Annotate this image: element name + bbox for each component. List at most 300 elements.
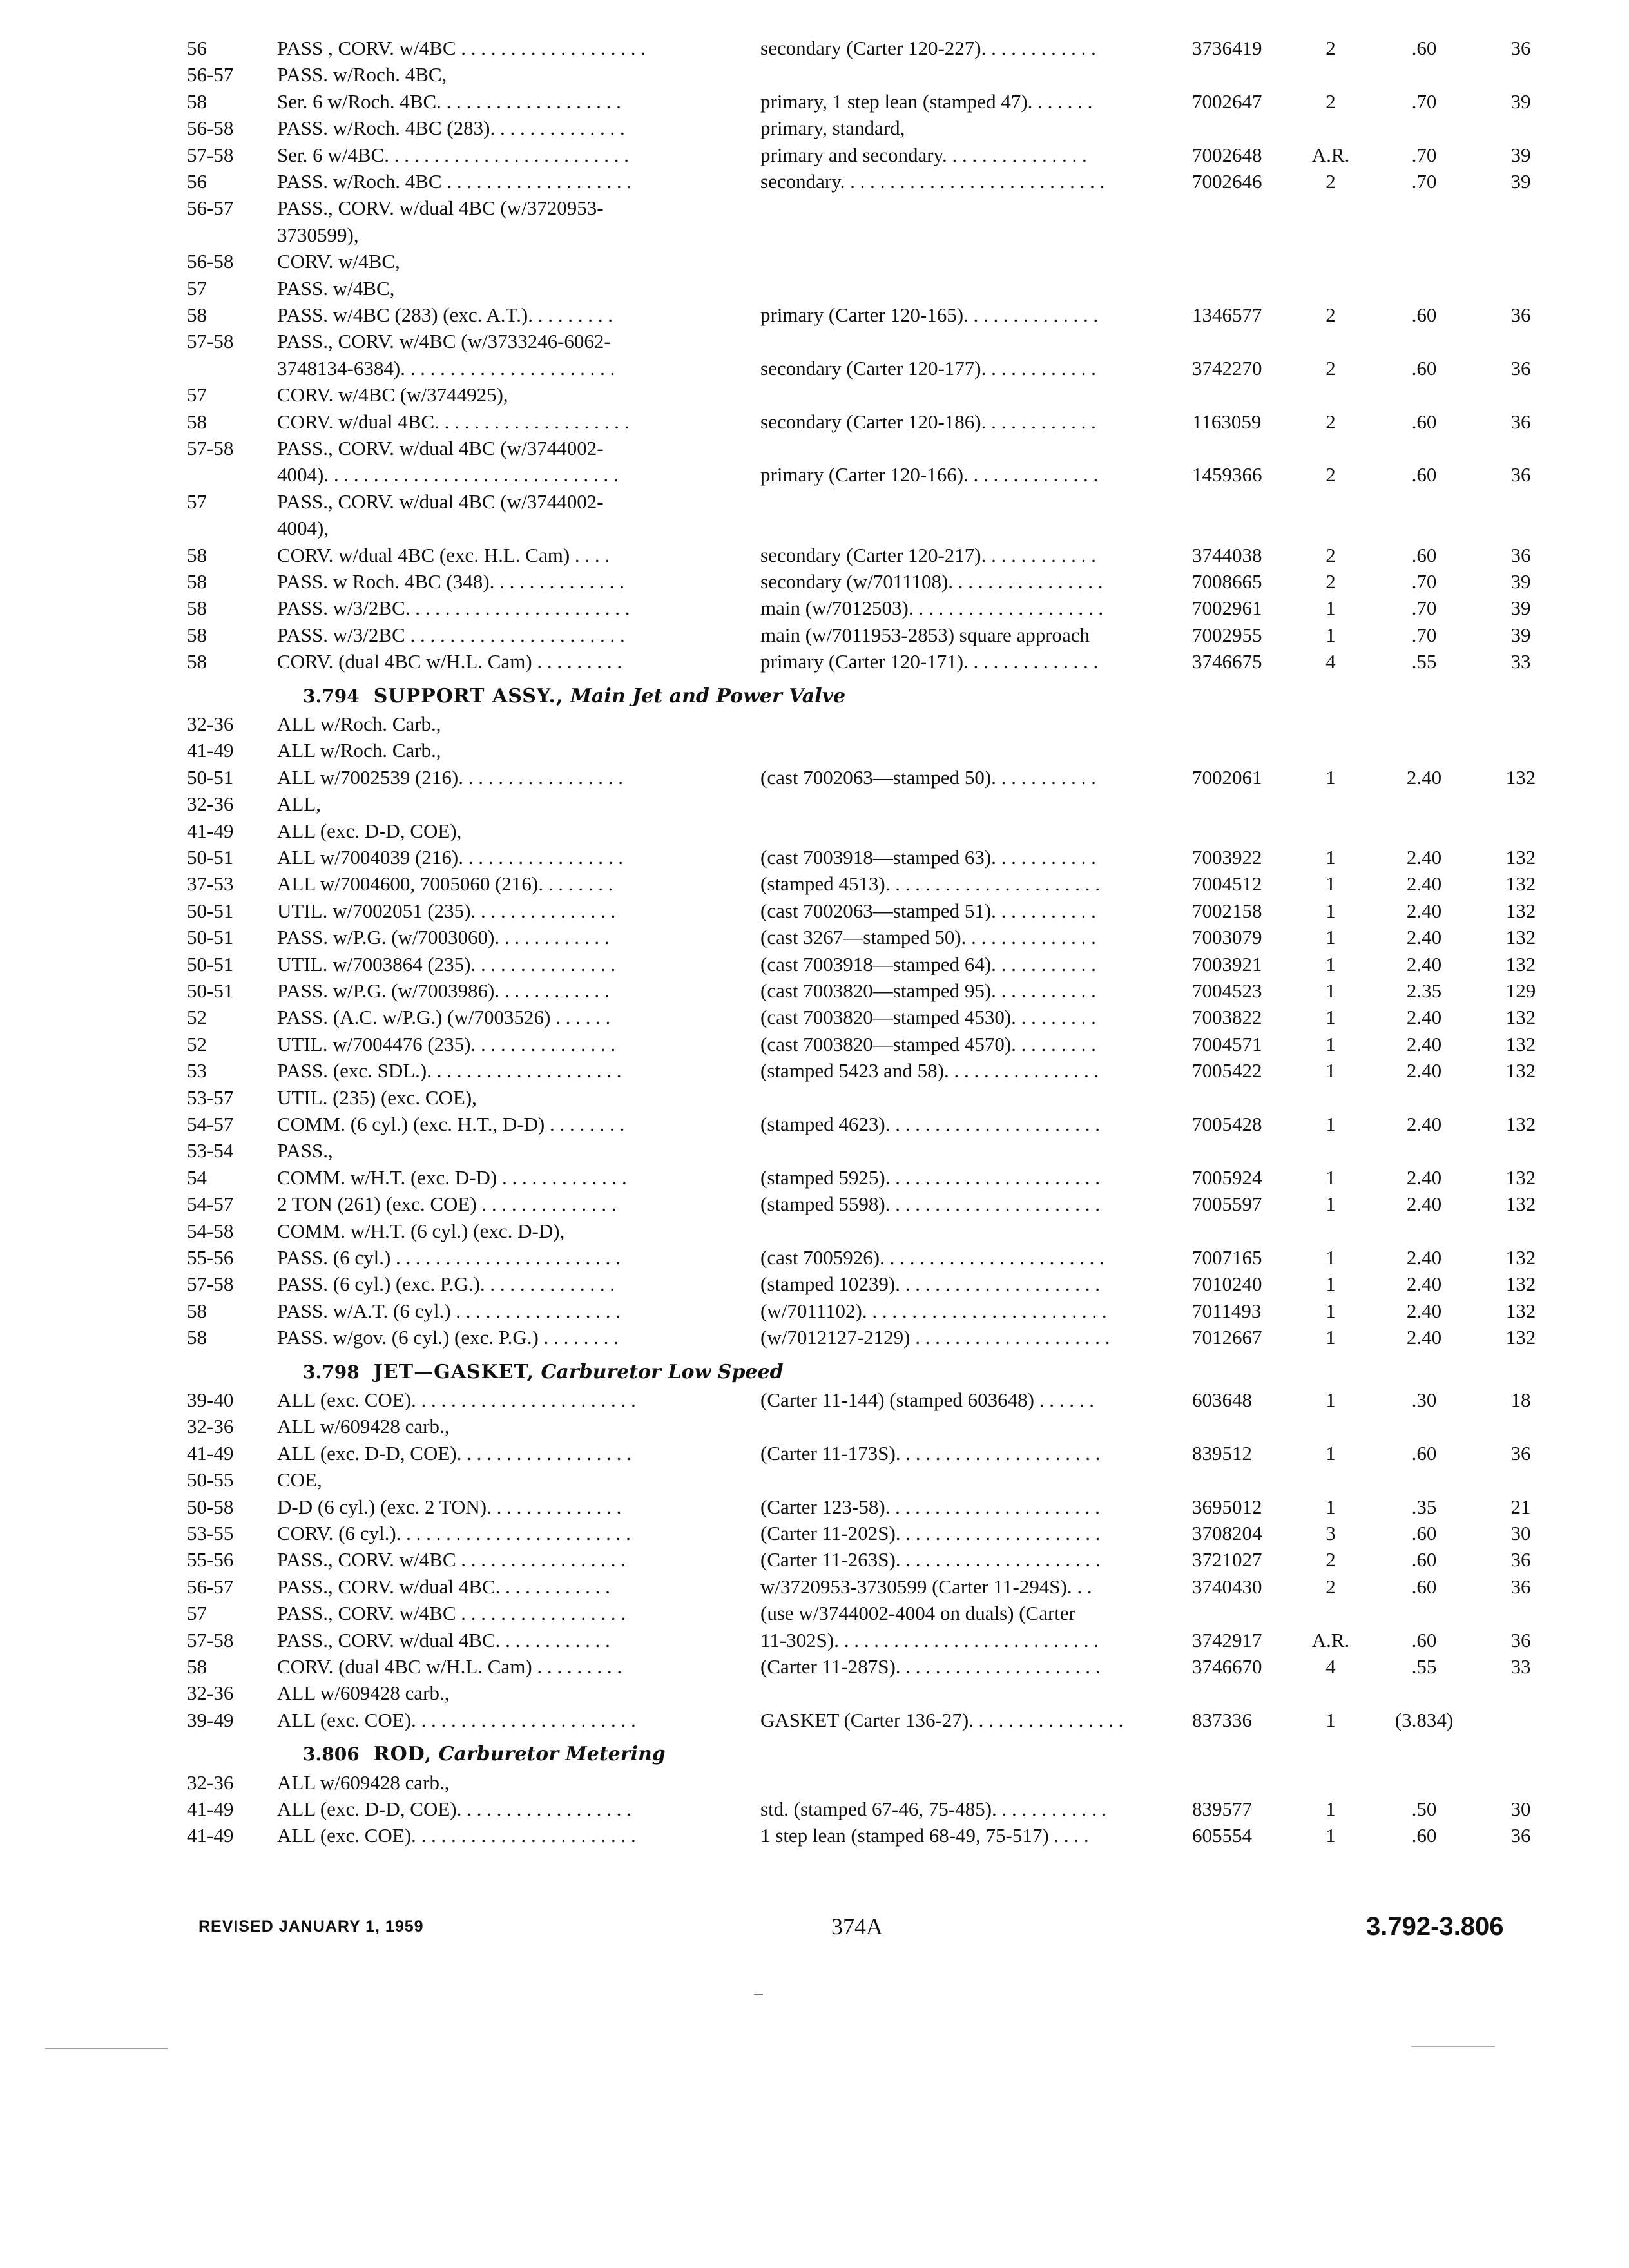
application: Ser. 6 w/4BC. . . . . . . . . . . . . . . . . . . . . . . . . — [277, 144, 629, 166]
quantity: 1 — [1325, 1300, 1336, 1322]
model-year: 41-49 — [187, 820, 234, 842]
model-year: 57 — [187, 1602, 207, 1624]
model-year: 58 — [187, 1300, 207, 1322]
table-row — [0, 142, 1629, 169]
model-year: 58 — [187, 90, 207, 113]
table-row — [0, 648, 1629, 675]
part-number: 3744038 — [1192, 544, 1262, 566]
description: secondary (Carter 120-177). . . . . . . . . . . . — [760, 357, 1096, 380]
application: PASS., CORV. w/dual 4BC. . . . . . . . . . . . — [277, 1575, 610, 1598]
page-ref: 132 — [1505, 1059, 1536, 1082]
model-year: 41-49 — [187, 739, 234, 762]
section-header — [303, 1741, 666, 1768]
application: CORV. (dual 4BC w/H.L. Cam) . . . . . . . . . — [277, 1655, 622, 1678]
price: 2.40 — [1406, 846, 1442, 869]
quantity: 1 — [1325, 766, 1336, 789]
part-number: 7010240 — [1192, 1273, 1262, 1295]
table-row — [0, 1191, 1629, 1218]
part-number: 3736419 — [1192, 37, 1262, 59]
quantity: 1 — [1325, 1389, 1336, 1411]
table-row — [0, 1573, 1629, 1600]
application: Ser. 6 w/Roch. 4BC. . . . . . . . . . . . . . . . . . . — [277, 90, 621, 113]
description: w/3720953-3730599 (Carter 11-294S). . . — [760, 1575, 1092, 1598]
application: ALL w/7004600, 7005060 (216). . . . . . . . — [277, 872, 613, 895]
table-row — [0, 1707, 1629, 1734]
price: .70 — [1411, 597, 1437, 619]
table-row — [0, 275, 1629, 302]
table-row — [0, 248, 1629, 275]
part-number: 7003822 — [1192, 1006, 1262, 1028]
price: 2.40 — [1406, 1300, 1442, 1322]
page-ref: 33 — [1510, 1655, 1531, 1678]
application: PASS., CORV. w/dual 4BC (w/3744002- — [277, 437, 604, 459]
table-row — [0, 818, 1629, 845]
page-ref: 36 — [1510, 1629, 1531, 1651]
model-year: 32-36 — [187, 1771, 234, 1794]
section-header — [303, 1359, 784, 1386]
application: 3748134-6384). . . . . . . . . . . . . . . . . . . . . . — [277, 357, 615, 380]
table-row — [0, 355, 1629, 382]
application: PASS., CORV. w/4BC . . . . . . . . . . . . . . . . . — [277, 1548, 626, 1571]
table-row — [0, 1680, 1629, 1707]
table-row — [0, 737, 1629, 764]
part-number: 3721027 — [1192, 1548, 1262, 1571]
page-ref: 132 — [1505, 1113, 1536, 1135]
model-year: 57 — [187, 490, 207, 513]
section-subtitle: Carburetor Metering — [438, 1743, 666, 1765]
price: 2.40 — [1406, 1059, 1442, 1082]
part-number: 3742917 — [1192, 1629, 1262, 1651]
model-year: 53 — [187, 1059, 207, 1082]
application: UTIL. (235) (exc. COE), — [277, 1086, 477, 1109]
price: .60 — [1411, 37, 1437, 59]
quantity: 1 — [1325, 953, 1336, 975]
table-row — [0, 488, 1629, 515]
description: (cast 3267—stamped 50). . . . . . . . . . . . . . — [760, 926, 1096, 948]
table-row — [0, 1387, 1629, 1414]
quantity: 2 — [1325, 463, 1336, 486]
table-row — [0, 1057, 1629, 1084]
section-name: SUPPORT ASSY., — [373, 685, 564, 707]
page-ref: 39 — [1510, 144, 1531, 166]
part-number: 7002158 — [1192, 899, 1262, 922]
description: 11-302S). . . . . . . . . . . . . . . . . . . . . . . . . . . — [760, 1629, 1099, 1651]
model-year: 41-49 — [187, 1442, 234, 1465]
model-year: 58 — [187, 624, 207, 646]
application: PASS. (A.C. w/P.G.) (w/7003526) . . . . . . — [277, 1006, 611, 1028]
model-year: 50-55 — [187, 1468, 234, 1491]
page-ref: 39 — [1510, 597, 1531, 619]
quantity: 1 — [1325, 1193, 1336, 1215]
price: .70 — [1411, 170, 1437, 193]
application: PASS. w/A.T. (6 cyl.) . . . . . . . . . . . . . . . . . — [277, 1300, 621, 1322]
page-number: 374A — [831, 1914, 883, 1939]
part-number: 7002648 — [1192, 144, 1262, 166]
model-year: 58 — [187, 597, 207, 619]
page-ref: 18 — [1510, 1389, 1531, 1411]
page-ref: 132 — [1505, 1326, 1536, 1349]
table-row — [0, 542, 1629, 569]
table-row — [0, 870, 1629, 898]
quantity: 1 — [1325, 1006, 1336, 1028]
table-row — [0, 1413, 1629, 1440]
table-row — [0, 1769, 1629, 1796]
model-year: 50-51 — [187, 846, 234, 869]
page-ref: 36 — [1510, 37, 1531, 59]
quantity: 2 — [1325, 544, 1336, 566]
quantity: 4 — [1325, 1655, 1336, 1678]
quantity: 2 — [1325, 170, 1336, 193]
quantity: 2 — [1325, 570, 1336, 593]
section-range: 3.792-3.806 — [1366, 1912, 1504, 1941]
table-row — [0, 461, 1629, 488]
table-row — [0, 1822, 1629, 1849]
description: (cast 7005926). . . . . . . . . . . . . . . . . . . . . . . — [760, 1246, 1104, 1269]
table-row — [0, 1520, 1629, 1547]
page-ref: 36 — [1510, 410, 1531, 433]
table-row — [0, 1440, 1629, 1467]
model-year: 58 — [187, 570, 207, 593]
quantity: 1 — [1325, 979, 1336, 1002]
quantity: 2 — [1325, 1575, 1336, 1598]
page-ref: 132 — [1505, 953, 1536, 975]
application: CORV. (dual 4BC w/H.L. Cam) . . . . . . . . . — [277, 650, 622, 673]
model-year: 53-54 — [187, 1139, 234, 1162]
description: (stamped 5423 and 58). . . . . . . . . . . . . . . . — [760, 1059, 1099, 1082]
application: 2 TON (261) (exc. COE) . . . . . . . . . . . . . . — [277, 1193, 617, 1215]
page-ref: 36 — [1510, 1442, 1531, 1465]
table-row — [0, 1546, 1629, 1573]
description: primary (Carter 120-166). . . . . . . . . . . . . . — [760, 463, 1099, 486]
application: D-D (6 cyl.) (exc. 2 TON). . . . . . . . . . . . . . — [277, 1495, 622, 1518]
model-year: 54-58 — [187, 1220, 234, 1242]
application: COMM. (6 cyl.) (exc. H.T., D-D) . . . . . . . . — [277, 1113, 625, 1135]
table-row — [0, 764, 1629, 791]
description: (cast 7003918—stamped 64). . . . . . . . . . . — [760, 953, 1096, 975]
price: .60 — [1411, 1575, 1437, 1598]
price: 2.35 — [1406, 979, 1442, 1002]
price: 2.40 — [1406, 1326, 1442, 1349]
table-row — [0, 977, 1629, 1004]
table-row — [0, 1324, 1629, 1351]
description: main (w/7011953-2853) square approach — [760, 624, 1090, 646]
page-ref: 132 — [1505, 1033, 1536, 1055]
model-year: 54 — [187, 1166, 207, 1189]
quantity: 1 — [1325, 1113, 1336, 1135]
model-year: 39-49 — [187, 1709, 234, 1731]
description: (cast 7003918—stamped 63). . . . . . . . . . . — [760, 846, 1096, 869]
description: secondary (Carter 120-227). . . . . . . . . . . . — [760, 37, 1096, 59]
application: 4004), — [277, 517, 329, 539]
price: .70 — [1411, 570, 1437, 593]
quantity: 1 — [1325, 899, 1336, 922]
description: secondary (w/7011108). . . . . . . . . . . . . . . . — [760, 570, 1103, 593]
table-row — [0, 88, 1629, 115]
model-year: 41-49 — [187, 1824, 234, 1847]
section-subtitle: Main Jet and Power Valve — [570, 685, 846, 707]
description: (use w/3744002-4004 on duals) (Carter — [760, 1602, 1076, 1624]
model-year: 58 — [187, 1326, 207, 1349]
page-ref: 132 — [1505, 1300, 1536, 1322]
table-row — [0, 711, 1629, 738]
quantity: 1 — [1325, 1326, 1336, 1349]
page-ref: 36 — [1510, 1548, 1531, 1571]
description: (Carter 11-144) (stamped 603648) . . . . . . — [760, 1389, 1094, 1411]
description: main (w/7012503). . . . . . . . . . . . . . . . . . . . — [760, 597, 1104, 619]
section-number: 3.798 — [303, 1361, 360, 1383]
model-year: 53-55 — [187, 1522, 234, 1544]
price: .60 — [1411, 1629, 1437, 1651]
price: .50 — [1411, 1798, 1437, 1820]
table-row — [0, 115, 1629, 142]
model-year: 52 — [187, 1033, 207, 1055]
description: (cast 7003820—stamped 95). . . . . . . . . . . — [760, 979, 1096, 1002]
table-row — [0, 622, 1629, 649]
page-ref: 132 — [1505, 846, 1536, 869]
model-year: 53-57 — [187, 1086, 234, 1109]
page-ref: 132 — [1505, 1006, 1536, 1028]
model-year: 37-53 — [187, 872, 234, 895]
table-row — [0, 1298, 1629, 1325]
quantity: 2 — [1325, 1548, 1336, 1571]
table-row — [0, 568, 1629, 595]
application: 3730599), — [277, 224, 359, 246]
quantity: 4 — [1325, 650, 1336, 673]
part-number: 7002061 — [1192, 766, 1262, 789]
application: CORV. w/dual 4BC (exc. H.L. Cam) . . . . — [277, 544, 610, 566]
section-header — [303, 683, 845, 710]
application: ALL w/Roch. Carb., — [277, 713, 441, 735]
part-number: 7007165 — [1192, 1246, 1262, 1269]
application: PASS. (6 cyl.) . . . . . . . . . . . . . . . . . . . . . . . — [277, 1246, 621, 1269]
description: primary, 1 step lean (stamped 47). . . . . . . — [760, 90, 1093, 113]
description: std. (stamped 67-46, 75-485). . . . . . . . . . . . — [760, 1798, 1107, 1820]
quantity: 1 — [1325, 1246, 1336, 1269]
price: .35 — [1411, 1495, 1437, 1518]
model-year: 50-51 — [187, 766, 234, 789]
part-number: 3695012 — [1192, 1495, 1262, 1518]
application: ALL w/609428 carb., — [277, 1771, 450, 1794]
table-row — [0, 791, 1629, 818]
description: (w/7011102). . . . . . . . . . . . . . . . . . . . . . . . . — [760, 1300, 1107, 1322]
application: ALL (exc. D-D, COE). . . . . . . . . . . . . . . . . . — [277, 1798, 631, 1820]
part-number: 839512 — [1192, 1442, 1252, 1465]
part-number: 3708204 — [1192, 1522, 1262, 1544]
quantity: 1 — [1325, 1033, 1336, 1055]
table-row — [0, 328, 1629, 355]
model-year: 39-40 — [187, 1389, 234, 1411]
application: PASS., CORV. w/dual 4BC. . . . . . . . . . . . — [277, 1629, 610, 1651]
application: PASS. (6 cyl.) (exc. P.G.). . . . . . . . . . . . . . — [277, 1273, 615, 1295]
quantity: 2 — [1325, 90, 1336, 113]
page-ref: 39 — [1510, 624, 1531, 646]
description: primary and secondary. . . . . . . . . . . . . . . — [760, 144, 1087, 166]
quantity: 1 — [1325, 1442, 1336, 1465]
part-number: 1459366 — [1192, 463, 1262, 486]
table-row — [0, 408, 1629, 436]
table-row — [0, 1627, 1629, 1654]
application: PASS. w/4BC (283) (exc. A.T.). . . . . . . . . — [277, 303, 613, 326]
page-ref: 33 — [1510, 650, 1531, 673]
table-row — [0, 381, 1629, 408]
table-row — [0, 1600, 1629, 1627]
model-year: 57 — [187, 383, 207, 406]
application: COMM. w/H.T. (exc. D-D) . . . . . . . . . . . . . — [277, 1166, 627, 1189]
price: 2.40 — [1406, 1193, 1442, 1215]
price: 2.40 — [1406, 1166, 1442, 1189]
page-ref: 36 — [1510, 1575, 1531, 1598]
page-ref: 39 — [1510, 90, 1531, 113]
page-ref: 132 — [1505, 1273, 1536, 1295]
price: .60 — [1411, 1522, 1437, 1544]
application: PASS., CORV. w/4BC . . . . . . . . . . . . . . . . . — [277, 1602, 626, 1624]
table-row — [0, 168, 1629, 195]
part-number: 7012667 — [1192, 1326, 1262, 1349]
model-year: 52 — [187, 1006, 207, 1028]
page-ref: 132 — [1505, 1246, 1536, 1269]
price: 2.40 — [1406, 872, 1442, 895]
table-row — [0, 1164, 1629, 1191]
model-year: 57-58 — [187, 330, 234, 352]
part-number: 7003079 — [1192, 926, 1262, 948]
page-ref: 132 — [1505, 899, 1536, 922]
quantity: 2 — [1325, 303, 1336, 326]
description: (stamped 4623). . . . . . . . . . . . . . . . . . . . . . — [760, 1113, 1100, 1135]
table-row — [0, 951, 1629, 978]
application: 4004). . . . . . . . . . . . . . . . . . . . . . . . . . . . . . — [277, 463, 619, 486]
application: CORV. w/4BC, — [277, 250, 400, 273]
description: (stamped 5925). . . . . . . . . . . . . . . . . . . . . . — [760, 1166, 1100, 1189]
application: PASS., — [277, 1139, 333, 1162]
price: .60 — [1411, 463, 1437, 486]
table-row — [0, 924, 1629, 951]
quantity: 1 — [1325, 1059, 1336, 1082]
model-year: 56-57 — [187, 1575, 234, 1598]
price: .60 — [1411, 357, 1437, 380]
application: PASS. (exc. SDL.). . . . . . . . . . . . . . . . . . . . — [277, 1059, 622, 1082]
part-number: 7011493 — [1192, 1300, 1262, 1322]
part-number: 7004523 — [1192, 979, 1262, 1002]
quantity: 1 — [1325, 926, 1336, 948]
quantity: 2 — [1325, 357, 1336, 380]
description: secondary (Carter 120-217). . . . . . . . . . . . — [760, 544, 1096, 566]
price: 2.40 — [1406, 1273, 1442, 1295]
application: PASS. w/Roch. 4BC, — [277, 63, 447, 86]
application: ALL (exc. COE). . . . . . . . . . . . . . . . . . . . . . . — [277, 1824, 636, 1847]
description: (Carter 11-263S). . . . . . . . . . . . . . . . . . . . . — [760, 1548, 1101, 1571]
part-number: 7002646 — [1192, 170, 1262, 193]
table-row — [0, 1084, 1629, 1111]
revision-date: REVISED JANUARY 1, 1959 — [198, 1917, 424, 1936]
model-year: 56 — [187, 37, 207, 59]
table-row — [0, 1244, 1629, 1271]
table-row — [0, 61, 1629, 88]
model-year: 32-36 — [187, 713, 234, 735]
table-row — [0, 1111, 1629, 1138]
application: COMM. w/H.T. (6 cyl.) (exc. D-D), — [277, 1220, 565, 1242]
price: .70 — [1411, 144, 1437, 166]
page-ref: 132 — [1505, 872, 1536, 895]
page-ref: 21 — [1510, 1495, 1531, 1518]
part-number: 7003921 — [1192, 953, 1262, 975]
application: COE, — [277, 1468, 322, 1491]
description: GASKET (Carter 136-27). . . . . . . . . . . . . . . . — [760, 1709, 1124, 1731]
price: 2.40 — [1406, 1246, 1442, 1269]
part-number: 603648 — [1192, 1389, 1252, 1411]
description: secondary (Carter 120-186). . . . . . . . . . . . — [760, 410, 1096, 433]
model-year: 41-49 — [187, 1798, 234, 1820]
section-name: JET—GASKET, — [373, 1361, 535, 1383]
part-number: 7002961 — [1192, 597, 1262, 619]
section-name: ROD, — [373, 1743, 432, 1765]
part-number: 3746675 — [1192, 650, 1262, 673]
page-ref: 30 — [1510, 1522, 1531, 1544]
description: (w/7012127-2129) . . . . . . . . . . . . . . . . . . . . — [760, 1326, 1110, 1349]
description: (cast 7003820—stamped 4530). . . . . . . . . — [760, 1006, 1096, 1028]
application: PASS., CORV. w/dual 4BC (w/3720953- — [277, 197, 604, 219]
model-year: 32-36 — [187, 793, 234, 815]
model-year: 50-51 — [187, 926, 234, 948]
price: .60 — [1411, 1548, 1437, 1571]
application: PASS. w/P.G. (w/7003986). . . . . . . . . . . . — [277, 979, 610, 1002]
page-ref: 39 — [1510, 170, 1531, 193]
table-row — [0, 195, 1629, 222]
page-ref: 36 — [1510, 544, 1531, 566]
model-year: 56-57 — [187, 63, 234, 86]
quantity: 1 — [1325, 597, 1336, 619]
application: CORV. (6 cyl.). . . . . . . . . . . . . . . . . . . . . . . . — [277, 1522, 631, 1544]
model-year: 54-57 — [187, 1113, 234, 1135]
model-year: 56-57 — [187, 197, 234, 219]
part-number: 7005924 — [1192, 1166, 1262, 1189]
model-year: 57-58 — [187, 144, 234, 166]
table-row — [0, 898, 1629, 925]
model-year: 58 — [187, 410, 207, 433]
model-year: 57-58 — [187, 1629, 234, 1651]
description: secondary. . . . . . . . . . . . . . . . . . . . . . . . . . . — [760, 170, 1105, 193]
page-ref: 132 — [1505, 1166, 1536, 1189]
application: UTIL. w/7002051 (235). . . . . . . . . . . . . . . — [277, 899, 616, 922]
quantity: 1 — [1325, 1495, 1336, 1518]
page-ref: 132 — [1505, 766, 1536, 789]
quantity: 1 — [1325, 1273, 1336, 1295]
application: PASS. w/Roch. 4BC . . . . . . . . . . . . . . . . . . . — [277, 170, 632, 193]
model-year: 50-51 — [187, 953, 234, 975]
model-year: 32-36 — [187, 1415, 234, 1437]
application: ALL (exc. D-D, COE), — [277, 820, 462, 842]
table-row — [0, 35, 1629, 62]
price: .55 — [1411, 650, 1437, 673]
application: ALL (exc. D-D, COE). . . . . . . . . . . . . . . . . . — [277, 1442, 631, 1465]
quantity: 3 — [1325, 1522, 1336, 1544]
application: PASS. w/P.G. (w/7003060). . . . . . . . . . . . — [277, 926, 610, 948]
description: (stamped 4513). . . . . . . . . . . . . . . . . . . . . . — [760, 872, 1100, 895]
application: ALL w/7002539 (216). . . . . . . . . . . . . . . . . — [277, 766, 624, 789]
application: PASS. w/gov. (6 cyl.) (exc. P.G.) . . . . . . . . — [277, 1326, 619, 1349]
part-number: 7005422 — [1192, 1059, 1262, 1082]
description: (Carter 123-58). . . . . . . . . . . . . . . . . . . . . . — [760, 1495, 1100, 1518]
part-number: 7005597 — [1192, 1193, 1262, 1215]
page-ref: 132 — [1505, 1193, 1536, 1215]
description: (cast 7002063—stamped 50). . . . . . . . . . . — [760, 766, 1096, 789]
application: CORV. w/dual 4BC. . . . . . . . . . . . . . . . . . . . — [277, 410, 630, 433]
section-subtitle: Carburetor Low Speed — [541, 1361, 784, 1383]
page-ref: 36 — [1510, 357, 1531, 380]
quantity: 1 — [1325, 846, 1336, 869]
application: PASS. w/3/2BC. . . . . . . . . . . . . . . . . . . . . . . — [277, 597, 630, 619]
model-year: 50-51 — [187, 979, 234, 1002]
application: ALL w/7004039 (216). . . . . . . . . . . . . . . . . — [277, 846, 624, 869]
